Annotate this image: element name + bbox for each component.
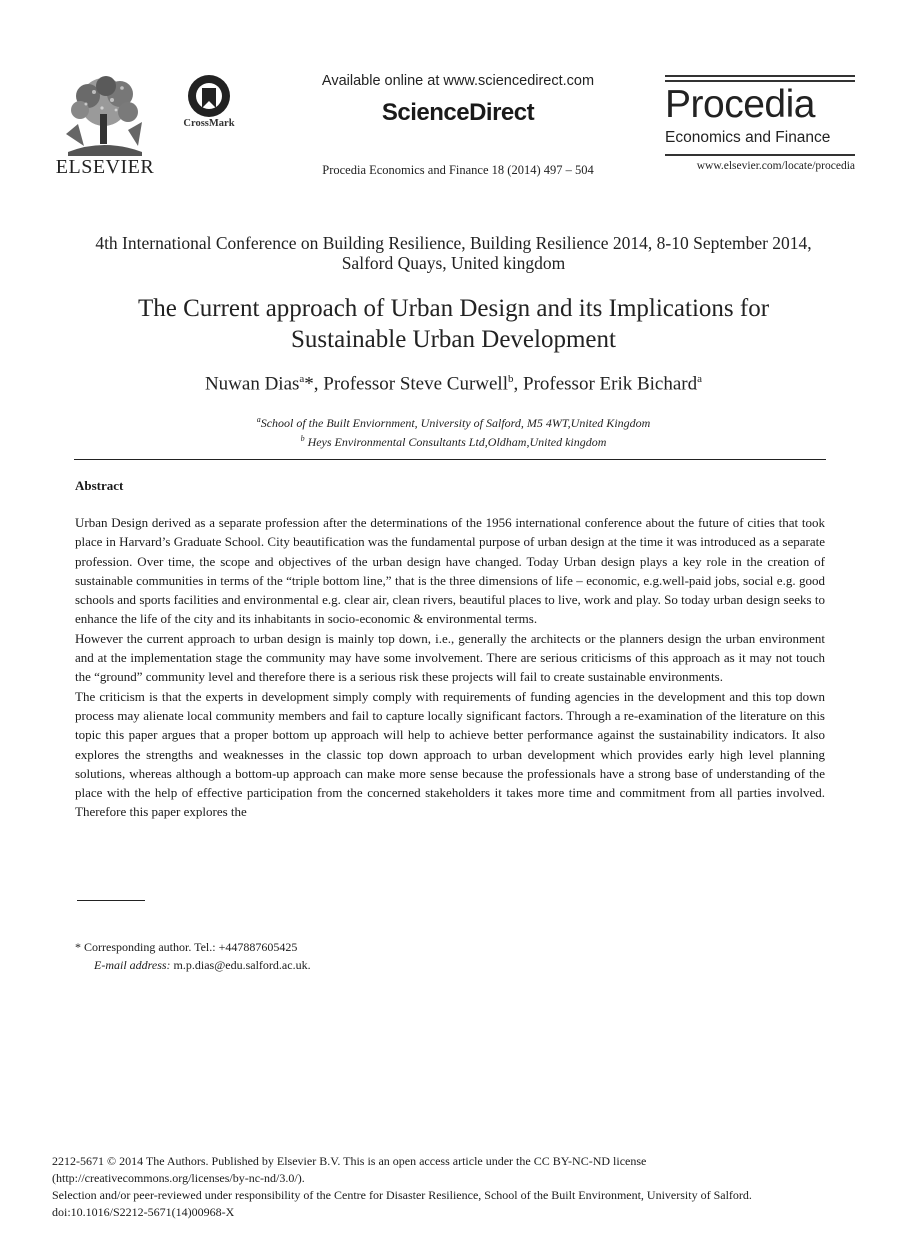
procedia-rule xyxy=(665,154,855,156)
peer-review-text: Selection and/or peer-reviewed under responsibility of the Centre for Disaster Resilience, School of the Built Environment, University of Salford. xyxy=(52,1188,752,1202)
affiliation-text: Heys Environmental Consultants Ltd,Oldham,United kingdom xyxy=(304,435,607,449)
procedia-url[interactable]: www.elsevier.com/locate/procedia xyxy=(696,160,855,172)
crossmark-label: CrossMark xyxy=(183,118,235,129)
author-affiliation-mark: a xyxy=(697,373,703,385)
journal-reference: Procedia Economics and Finance 18 (2014) 497 – 504 xyxy=(322,163,594,177)
author-name: Professor Steve Curwell xyxy=(323,373,508,395)
procedia-logo xyxy=(665,75,855,172)
email-label: E-mail address: xyxy=(94,958,171,972)
procedia-subtitle: Economics and Finance xyxy=(665,129,831,146)
conference-name: 4th International Conference on Building Resilience, Building Resilience 2014, 8-10 September 2014, Salford Quays, United kingdom xyxy=(95,233,812,273)
procedia-rule xyxy=(665,75,855,77)
license-link[interactable]: (http://creativecommons.org/licenses/by-nc-nd/3.0/). xyxy=(52,1171,305,1185)
author-separator: , xyxy=(513,373,523,395)
paper-title xyxy=(60,293,847,355)
abstract-heading: Abstract xyxy=(75,478,124,493)
license-footer xyxy=(52,1153,852,1221)
crossmark-badge[interactable] xyxy=(178,74,240,134)
author-name: Nuwan Dias xyxy=(204,373,300,395)
crossmark-icon xyxy=(187,74,231,118)
affiliation-mark: b xyxy=(300,434,305,443)
section-divider xyxy=(74,459,826,460)
affiliation-text: School of the Built Enviornment, University of Salford, M5 4WT,United Kingdom xyxy=(260,416,651,430)
elsevier-tree-icon xyxy=(58,74,150,156)
email-value[interactable]: m.p.dias@edu.salford.ac.uk. xyxy=(170,958,311,972)
author-list xyxy=(60,373,847,395)
corresponding-author: * Corresponding author. Tel.: +447887605425 xyxy=(75,940,298,954)
author-affiliation-mark: b xyxy=(508,373,514,385)
abstract-body xyxy=(75,513,825,822)
available-online-text[interactable]: Available online at www.sciencedirect.com xyxy=(321,73,595,89)
email-address xyxy=(94,958,311,973)
doi-text[interactable]: doi:10.1016/S2212-5671(14)00968-X xyxy=(52,1205,235,1219)
elsevier-wordmark: ELSEVIER xyxy=(55,156,155,178)
author-separator: , xyxy=(313,373,324,395)
license-text: 2212-5671 © 2014 The Authors. Published by Elsevier B.V. This is an open access article under the CC BY-NC-ND license xyxy=(52,1154,647,1168)
corresponding-mark: * xyxy=(304,373,314,395)
procedia-title: Procedia xyxy=(665,83,815,126)
author-affiliation-mark: a xyxy=(299,373,305,385)
abstract-paragraph: Urban Design derived as a separate profession after the determinations of the 1956 international conference about the future of cities that took place in Harvard’s Graduate School. City beautification was the fundamental purpose of urban design at the time it was introduced as a separate profession. Over time, the scope and objectives of the urban design have changed. Today Urban design plays a key role in the creation of sustainable communities in terms of the “triple bottom line,” that is the three dimensions of life – economic, e.g.well-paid jobs, social e.g. good schools and sports facilities and environmental e.g. clear air, clean rivers, beautiful places to live, work and play. So today urban design seeks to enhance the life of the city and its inhabitants in socio-economic & environmental terms. xyxy=(75,515,825,627)
affiliation-item xyxy=(60,431,847,450)
elsevier-logo xyxy=(55,74,155,176)
affiliation-item xyxy=(60,412,847,431)
abstract-paragraph: The criticism is that the experts in development simply comply with requirements of funding agencies in the development and this top down process may alienate local community members and fail to capture locally significant factors. Through a re-examination of the literature on this topic this paper argues that a proper bottom up approach will help to achieve better performance against the sustainability indicators. It also explores the strengths and weaknesses in the classic top down approach to urban development which provides early high level planning solutions, whereas although a bottom-up approach can make more sense because the professionals have a strong base of understanding of the place with the help of effective participation from the concerned stakeholders it takes more time and commitment from all parties involved. Therefore this paper explores the xyxy=(75,688,825,820)
abstract-paragraph: However the current approach to urban design is mainly top down, i.e., generally the architects or the planners design the urban environment and at the implementation stage the community may have some involvement. There are serious criticisms of this approach as it may not touch the “ground” community level and therefore there is a serious risk these projects will fail to create sustainable environments. xyxy=(75,630,825,685)
sciencedirect-brand: ScienceDirect xyxy=(381,99,535,126)
affiliation-mark: a xyxy=(256,415,261,424)
author-name: Professor Erik Bichard xyxy=(523,373,698,395)
affiliation-list xyxy=(60,412,847,450)
paper-title-line: Sustainable Urban Development xyxy=(291,326,616,353)
procedia-rule xyxy=(665,80,855,82)
paper-title-line: The Current approach of Urban Design and its Implications for xyxy=(137,295,770,322)
footnote-rule xyxy=(77,900,145,901)
